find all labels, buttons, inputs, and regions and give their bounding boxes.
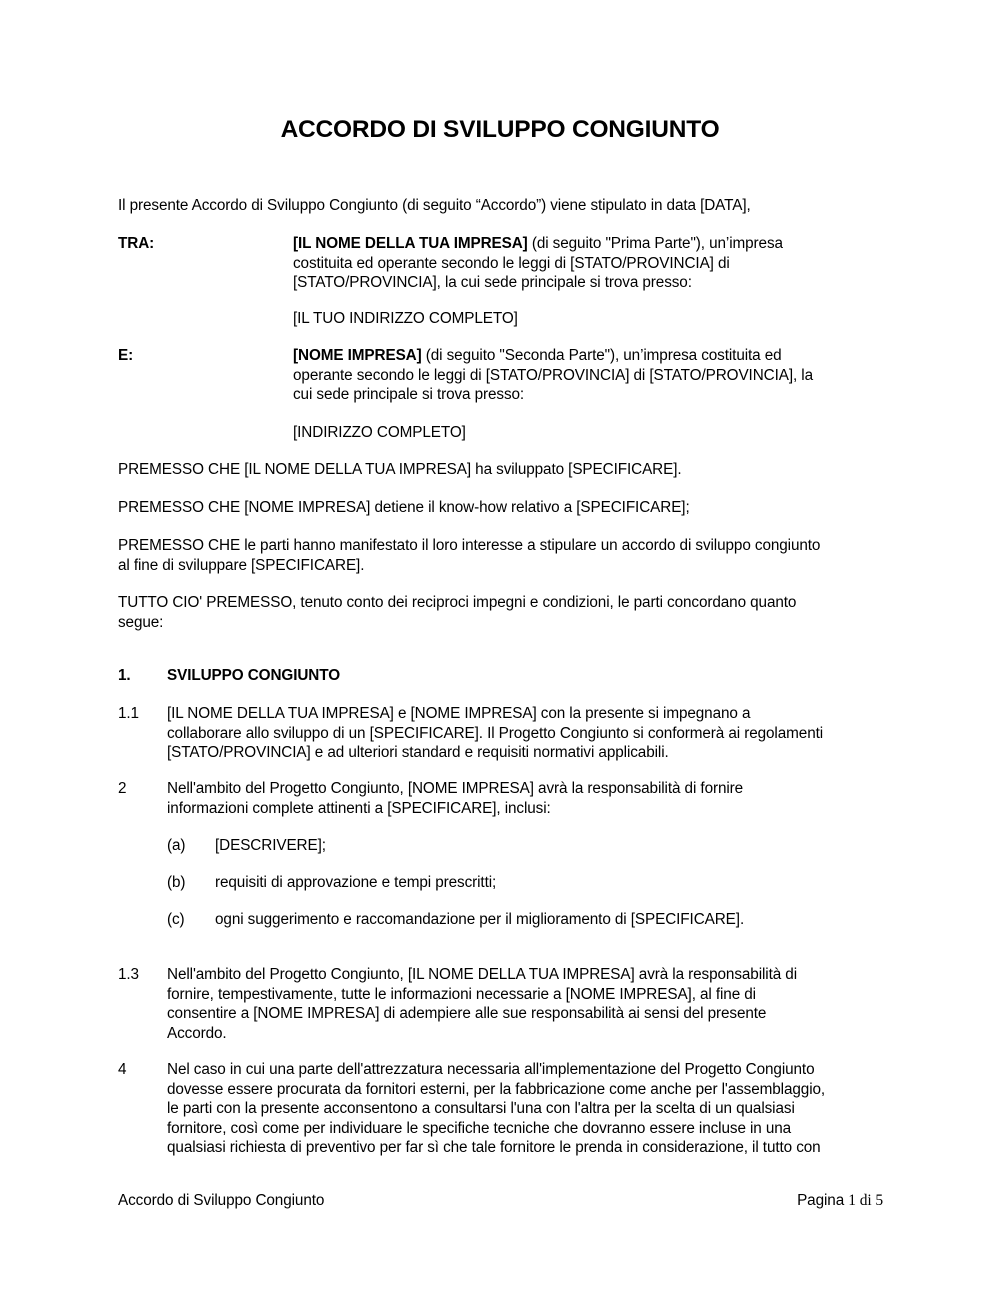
party-label-e: E: bbox=[118, 347, 134, 364]
clause-4-text bbox=[167, 1060, 907, 1158]
recital-line: TUTTO CIO' PREMESSO, tenuto conto dei reciproci impegni e condizioni, le parti concordano quanto bbox=[118, 594, 797, 611]
intro-paragraph: Il presente Accordo di Sviluppo Congiunto (di seguito “Accordo”) viene stipulato in data [DATA], bbox=[118, 197, 751, 214]
recital-2 bbox=[118, 498, 690, 518]
clause-number: 4 bbox=[118, 1061, 127, 1078]
party-first-line: (di seguito "Prima Parte"), un’impresa bbox=[527, 235, 783, 252]
party-label-tra: TRA: bbox=[118, 235, 155, 252]
clause-line: consentire a [NOME IMPRESA] di adempiere alle sue responsabilità ai sensi del presente bbox=[167, 1005, 767, 1022]
section-number: 1. bbox=[118, 667, 131, 684]
party-first-line: [STATO/PROVINCIA], la cui sede principale si trova presso: bbox=[293, 274, 692, 291]
section-heading: SVILUPPO CONGIUNTO bbox=[167, 667, 341, 684]
clause-line: qualsiasi richiesta di preventivo per far sì che tale fornitore le prenda in considerazione, il tutto con bbox=[167, 1139, 821, 1156]
recital-line: PREMESSO CHE [NOME IMPRESA] detiene il know-how relativo a [SPECIFICARE]; bbox=[118, 499, 690, 516]
subitem-label: (b) bbox=[167, 874, 186, 891]
clause-line: Accordo. bbox=[167, 1024, 227, 1042]
subitem-label: (a) bbox=[167, 837, 186, 854]
clause-line: [IL NOME DELLA TUA IMPRESA] e [NOME IMPRESA] con la presente si impegnano a bbox=[167, 705, 751, 722]
clause-line: Nell'ambito del Progetto Congiunto, [NOME IMPRESA] avrà la responsabilità di fornire bbox=[167, 780, 744, 797]
clause-line: le parti con la presente acconsentono a consultarsi l'una con l'altra per la scelta di un qualsiasi bbox=[167, 1100, 795, 1117]
clause-2-text bbox=[167, 779, 897, 818]
clause-line: collaborare allo sviluppo di un [SPECIFICARE]. Il Progetto Congiunto si conformerà ai regolamenti bbox=[167, 724, 824, 742]
subitem-text: requisiti di approvazione e tempi prescritti; bbox=[215, 874, 497, 891]
clause-line: Nel caso in cui una parte dell'attrezzatura necessaria all'implementazione del Progetto Congiunto bbox=[167, 1061, 815, 1078]
clause-line: fornitore, così come per individuare le specifiche tecniche che dovranno essere incluse in una bbox=[167, 1119, 792, 1137]
party-first-line: costituita ed operante secondo le leggi di [STATO/PROVINCIA] di bbox=[293, 254, 730, 272]
page-separator: di bbox=[855, 1192, 876, 1209]
clause-1-3-text bbox=[167, 965, 897, 1043]
recital-line: PREMESSO CHE [IL NOME DELLA TUA IMPRESA] ha sviluppato [SPECIFICARE]. bbox=[118, 461, 682, 478]
subitem-text: [DESCRIVERE]; bbox=[215, 837, 326, 854]
clause-1-1-text bbox=[167, 704, 897, 763]
clause-line: [STATO/PROVINCIA] e ad ulteriori standard e requisiti normativi applicabili. bbox=[167, 744, 669, 761]
document-title: ACCORDO DI SVILUPPO CONGIUNTO bbox=[280, 116, 720, 143]
party-second-line: cui sede principale si trova presso: bbox=[293, 386, 525, 403]
clause-number: 2 bbox=[118, 780, 127, 797]
clause-line: dovesse essere procurata da fornitori esterni, per la fabbricazione come anche per l'assemblaggio, bbox=[167, 1080, 826, 1098]
recital-line: PREMESSO CHE le parti hanno manifestato il loro interesse a stipulare un accordo di sviluppo congiunto bbox=[118, 537, 821, 554]
clause-number: 1.1 bbox=[118, 705, 139, 722]
page-prefix: Pagina bbox=[797, 1192, 849, 1209]
clause-line: fornire, tempestivamente, tutte le informazioni necessarie a [NOME IMPRESA], al fine di bbox=[167, 985, 756, 1003]
party-first-address: [IL TUO INDIRIZZO COMPLETO] bbox=[293, 310, 518, 327]
footer-page-number bbox=[797, 1191, 883, 1211]
recital-line: segue: bbox=[118, 613, 164, 631]
party-first-description bbox=[293, 234, 893, 293]
recital-1 bbox=[118, 460, 682, 480]
clause-line: Nell'ambito del Progetto Congiunto, [IL NOME DELLA TUA IMPRESA] avrà la responsabilità di bbox=[167, 966, 797, 983]
recital-4 bbox=[118, 593, 796, 632]
recital-3 bbox=[118, 536, 820, 575]
party-second-address: [INDIRIZZO COMPLETO] bbox=[293, 424, 466, 441]
party-second-name: [NOME IMPRESA] bbox=[293, 347, 422, 364]
page-total: 5 bbox=[875, 1192, 883, 1209]
party-second-line: operante secondo le leggi di [STATO/PROVINCIA] di [STATO/PROVINCIA], la bbox=[293, 366, 813, 384]
party-second-description bbox=[293, 346, 893, 405]
party-first-name: [IL NOME DELLA TUA IMPRESA] bbox=[293, 235, 528, 252]
clause-line: informazioni complete attinenti a [SPECIFICARE], inclusi: bbox=[167, 799, 551, 817]
footer-document-name: Accordo di Sviluppo Congiunto bbox=[118, 1192, 325, 1209]
clause-number: 1.3 bbox=[118, 966, 139, 983]
subitem-label: (c) bbox=[167, 911, 185, 928]
page-current: 1 bbox=[848, 1192, 856, 1209]
party-second-line: (di seguito "Seconda Parte"), un’impresa costituita ed bbox=[421, 347, 782, 364]
subitem-text: ogni suggerimento e raccomandazione per il miglioramento di [SPECIFICARE]. bbox=[215, 911, 745, 928]
recital-line: al fine di sviluppare [SPECIFICARE]. bbox=[118, 556, 365, 574]
